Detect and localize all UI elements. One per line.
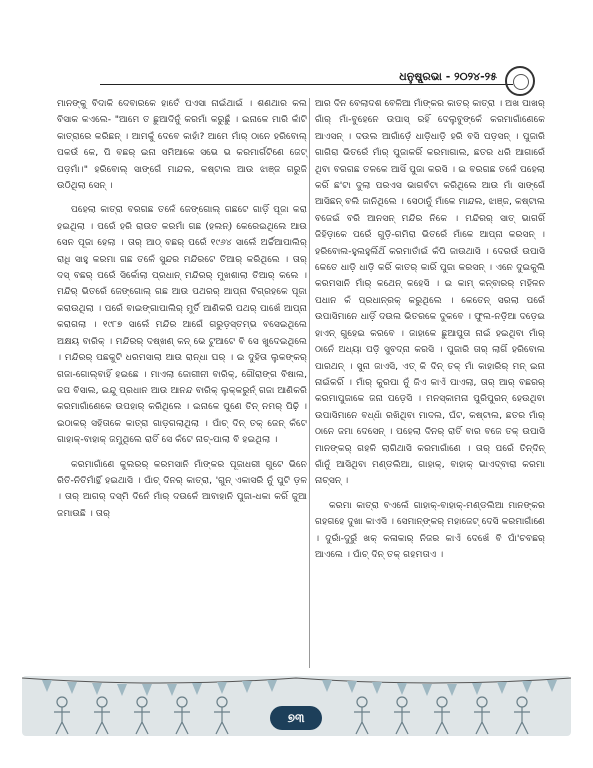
left-paragraph-3: କରମାଗାଁଣେ କୁଲରର୍ କରମସାନି ମାଁଙ୍କର ପୂଜାଧରୀ ଗୁଟେ ଭିନେ ରିତି-ନିତିମାଁନ୍ଥିଁ ହଇଥାସି । ପାଁଚ୍ ଦିନର୍ କାତ୍ରା, 'ଗୁନ୍ ଏକାସରି ନୁଁ ପୁଟି ଡ଼ଳ । ତାର୍ ଆଗର୍ ଦସ୍ମି ଦିନେଁ ମାଁର୍ ଦଉଳେଁ ଆବାହାନି ପୁଜା-ଧକା କରିଁ ଜୁଆ ଜମାଉଛି । ତାର୍ xyxy=(57,458,307,519)
emblem-seal-icon xyxy=(505,66,535,96)
page-number: ୭୩ xyxy=(270,706,322,730)
left-column xyxy=(57,96,307,530)
right-paragraph-1: ଆର ଦିନ ବେଲାଦଶ ବେଳିଆ ମାଁଙ୍କର କାତର୍ କାତ୍ରା । ଅଖ ପାଖର୍ ଗାଁର୍ ମାଁ-ବୁହେନେ ଉପାସ୍ ରହିଁ ଦେଲୁବୁଙ୍କେଁ କରମାଗାଁଣେକେ ଆଏସନ୍ । ଦଉଲ ଆଗାଁଡ଼େଁ ଧାଡ଼ିଧାଡ଼ି ହରି ବସି ପଡ଼ସନ୍ । ପୁଜାରି ଗାଗିରା ଭିତରେଁ ମାଁର୍ ପୁଜାକରିଁ କରମାଗାଲ, ଛତର ଧରି ଆଗାରେଁ ଥିବା ବରଗଛ ତଳକେ ଆସିଁ ପୁଜା କରସି । ଇ ବରଗଛ ତଳେଁ ପହେଲା କରିଁ ଛ'ଟା ଦୁଲା ପରଏସ ଭାଗବଁଟା କରିଥିଲେ ଆଉ ମାଁ ସାଙ୍ଗେଁ ଆସିଛନ୍ ବଲି ଜାନିଥିଲେ । ସେଠାନୁଁ ମାଁକେ ମାନ୍ଦଲ, ଝାଞ୍ଜ, କଷ୍ଟାଲ ବଜେଇଁ ବରି ଆନସନ୍ ମନ୍ଦିର ନିକେ । ମନ୍ଦିରର୍ ସାତ୍ ଭାଗରିଁ ଜିହିଡ଼ାକେ ପରେଁ ଗୁଡ଼ି-ଗମିରା ଭିତରେଁ ମାଁକେ ଆପ୍ନା କରସନ୍ । ହରିବୋଲ-ହୁଲହୁଲିଁଥିଁ କରମାତାଁଇଁ କଁପି ଜାଉଥାସି । ଦେରଉଁ ଉପାସି କେତେ ଧାଡ଼ି ଧାଡ଼ି କରିଁ କାତର୍ କାରିଁ ପୁଜା କରସନ୍ । ଏନେ ଦୁଇକୁଲି କରମସାନି ମାଁର୍ କଥେନ୍ କହେସି । ଇ କାମ୍ କନ୍‌ବାରର୍ ମହିଳନ ପଧାନ କଁ ପ୍ରଧାନ୍‌ରକ୍ କରୁଥିଲେ । କେତେନ୍ ସରଲା ପରେଁ ଉପାସିମାନେ ଧାଡ଼ିଁ ଦଉଲ ଭିତରକେ ଦୁକବେ । ଫୁଲ-ନଡ଼ିଆ ଦଡ଼େଇ ହାଏନ୍ ଗୁହେଇ କରବେ । ଜାହାକେ ଛୁଆପୁତା ନାଇଁ ହଇଥିବା ମାଁର୍ ଠାନେଁ ଅଧ୍ୟା ପଡ଼ି ସୁବଦ୍ନା କରସି । ପୁଜାରି ତାର୍ ଲାଗିଁ ହରିବୋଲ ପାରଥନ୍ । ସୁନା ଜାଏସି, ଏତ୍ କି ଦିନ୍ ତକ୍ ମାଁ କାହାରିର୍ ମନ୍ ଇନା ନାଇଁକରିଁ । ମାଁର୍ କୁରପା ନୁଁ ଜିଏ କାଏଁ ପାଏଲା, ତାର୍ ଆର୍ ବଛରର୍ କରମାପୁଜାକେ ଜନା ପଡ଼େସି । ମନସ୍କାମନା ପୁରିପୁରନ୍ ହେଉଥିବା ଉପାସିମାନେ ବଧ୍ଧାଁ ରଖିଥିବା ମାଦଲ, ଘଁଟ, କଷ୍ଟାଲ, ଛତର ମାଁର୍ ଠାନେ ଜମା ଦେସେନ୍ । ପହେଲା ଦିନର୍ ରାତିଁ ବାର ବଜେ ତକ୍ ଉପାସି ମାନଙ୍କର୍ ଗହଳି ଲାଗିଥାସି କରମାଗାଁଣେ । ତାର୍ ପରେଁ ତିନ୍‌ଦିନ୍ ଗାଁନୁଁ ଆସିଥିବା ମଣ୍ଡଲିଆ, ଗାହାକ୍, ବାହାକ୍ ଭାଏଦ୍‌ବାରା କରମା ନାଚ୍‌ସନ୍ । xyxy=(315,98,545,487)
magazine-title: ଧନୁଷ୍ପ୍ରଭା - ୨୦୨୪-୨୫ xyxy=(395,70,501,84)
column-divider xyxy=(309,98,310,668)
left-paragraph-1: ମାନଙ୍କୁ ବିଦାକି ଦେବାରକେ ହାତେଁ ପଏସା ନାଇଁଥାଇଁ । ଶଣଥାର କଲ ବିସାକ କଏଲେ- "ଆମେ ତ ଛୁଆଦିନୁଁ କରମାଁ କରୁଛୁଁ । ଇନାକେ ମାରି କାଁଟି କାତ୍ରାରେ କରିଛନ୍ । ଆମକୁଁ ଦେବେ କାହାଁ? ଆମେ ମାଁର୍ ଠାନେ ହରିବୋଲ୍ ପକଉଁ କେ, ପି ବଛର୍ ଇନା ସମିଆକେ ସଭେ ଭ କରମାର୍ଗଟିଣେ ଜେଟ୍ ପଡ଼ମାଁ।" ହରିବୋଲ୍ ସାଙ୍ଗେଁ ମାନ୍ଦଲ, କଷ୍ଟାଲ ଆଉ ଝାଞ୍ଜ ଗରୁଜି ଉଠିଥିଲା ସେନ୍ । xyxy=(57,98,307,192)
right-column xyxy=(315,96,545,571)
left-paragraph-2: ପହେଲା କାତ୍ରା ବରଗଛ ତଳେଁ ଜେଙ୍ଗୋଲ୍ ଗଛଟେ ଗାଡ଼ିଁ ପୂଜା କରା ହଇଥିଲା । ପରେଁ ହରି ରାଉତ କରମାଁ ଗଛ (ହଲନ୍) କେରେଇଥିଲେ ଆଉ ସେନ ପୂଜା ହେଲା । ତାର୍ ଆଠ୍ ବଛର୍ ପରେଁ ୧୯୬୪ ସାଲେଁ ଅର୍ଚ୍ଚିଆପାଲିର୍ ରାଧି ସାହୁ କରମା ଗଛ ତଳେଁ ସୁନ୍ଦର ମନ୍ଦିରଟେ ତିଆର୍ କରିଥିଲେ । ତାର୍ ଦସ୍ ବଛର୍ ପରେଁ ସିର୍କୋଲା ପ୍ରଧାନ୍ ମନ୍ଦିରର୍ ମୁଖଶାଲା ତିଆର୍ କଲେ । ମନ୍ଦିର୍ ଭିତରେଁ ଜେଙ୍ଗୋଲ୍ ଗଛ ଆଉ ପଥରର୍ ଆପ୍ନା ବିଗ୍ରହକେ ପୂଜା କରାଉଥିଲା । ପରେଁ ବାଇଙ୍ଗାପାଲିର୍ ମୁର୍ତି ଆଣିକରି ପଥର୍ ପାଖେଁ ଆପ୍ନା କରାଗଲା । ୧୯୮୭ ସାଲେଁ ମନ୍ଦିର ଆଗେଁ ଗରୁଡ଼ସ୍ତମ୍ଭ ବସେଇଥିଲେ ଅକ୍ଷୟ ବାରିକ୍ । ମନ୍ଦିରର୍ ଦଷ୍ଖଣ୍ କନ୍ ଭେ ଟୁଆଟେ ବି ସେ ଖୁଦେଇଥିଲେ । ମନ୍ଦିରର୍ ପଛକୁଟି ଧରମସାଲା ଆଉ ରାନ୍ଧା ଘର୍ । ଇ ଦୁହିତା ଲୁକଙ୍କର୍ ଗଜା-ଗୋଲ୍ବାହିଁ ହଇଛେ । ମାଏଲା ଜୋଗୀନୀ ବାରିକ୍, ଗୌରାଙ୍ଗ ବିଷାଲ, ଜପ ବିସାଲ, ଇନ୍ଦୁ ପ୍ରଧାନ ଆଉ ଆନନ୍ଦ ବାରିକ୍ ଲୁକ୍‌କରୁନ୍ଁ ଗଜା ଆଣିକରି କରମାଗାଁଣେକେ ଉପହାର୍ କରିଥିଲେ । ଇନାକେ ପୁଣେ ତିନ୍ ନମର୍ ପିଢ଼ି । ଇଠାକର୍ ସହିତାକେ କାତ୍ରା ଗାଡ଼ଗଲାଥିଲା । ପାଁଚ୍ ଦିନ୍ ତକ୍ ଜେନ୍ କଁଟେ ଗାହାକ୍-ବାହାକ୍ ଜମୁଥିଲେ ରାତିଁ ସେ କଁଟେ ନାଚ୍-ପାଲା ବି ହଇଥିଲା । xyxy=(57,204,307,446)
right-paragraph-2: କରମା କାତ୍ରା ବଏଲେଁ ଗାହାକ୍-ବାହାକ୍-ମଣ୍ଡଲିଆ ମାନଙ୍କର ଗହଗହେ ଦୁଖା କାଏସି । ସେମାନ୍‌ଙ୍କର୍ ମହାଜେଟ୍ ଦେସି କରମାଗାଁଣେ । ଦୁରାଁ-ଦୁରୁଁ ଖକ୍ କଳାକାର୍ ନିଜର କାଏଁ ଦେଖେଁ ବି ପାଁ'ଚବଛର୍ ଆଏଲେ । ପାଁଚ୍ ଦିନ୍ ତକ୍ ଗହମତାଏ । xyxy=(315,499,545,560)
header-rule xyxy=(100,84,513,85)
